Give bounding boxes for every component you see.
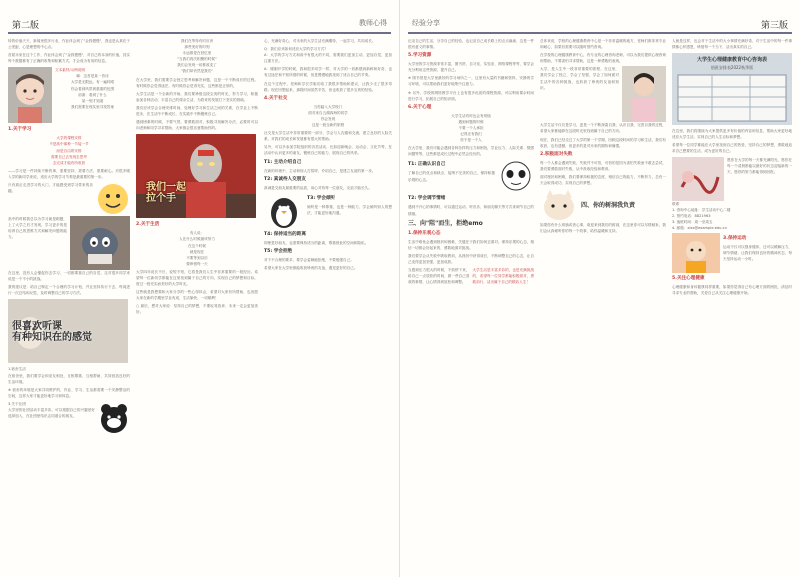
emoji-row <box>8 182 130 216</box>
article-paragraph: 记录自己的生活，分享自己的经验，也记录自己成长路上的点点滴滴，这是一件很有意义的事情。 <box>408 39 534 50</box>
article-paragraph: 在学校的心理健康教育中心，有专业的心理咨询老师，可以为我们提供心理咨询和帮助，不要害怕寻求帮助，这是一种勇敢的表现。 <box>540 53 666 64</box>
calligraphy-row <box>672 157 792 201</box>
part-heading: 三、向"阻"而生，拒绝emo <box>408 219 483 227</box>
left-column-2 <box>136 38 258 573</box>
article-paragraph: A：刚刚开学的时候，我和很多同学一样，对大学的一切都感到新鲜和好奇，也有过迷茫和不知所措的时候，但是慢慢地我找到了适合自己的节奏。 <box>264 67 392 78</box>
article-paragraph: 大学四年说长不长，说短不短，它将是我们人生中非常重要的一段经历。希望每一位新同学都能在这里找到属于自己的方向，实现自己的梦想和目标，度过一段充实而美好的大学时光。 <box>136 269 258 287</box>
article-paragraph: 希望每一位同学都能在大学里找到自己的热爱，坚持自己的梦想，勇敢地追求自己想要的生活，成为更好的自己。 <box>672 143 792 154</box>
highlight-text: 大学生活是丰富多彩的，也是充满挑战的，希望每一位同学都能积极面对，勇敢前行，活出属于自己的精彩人生！ <box>472 267 534 285</box>
left-header <box>8 4 391 34</box>
article-paragraph: 我们要学会从失败中吸取教训，从挫折中获得成长，不断调整自己的心态，让自己变得更加坚强，更加成熟。 <box>408 253 534 264</box>
left-runner: 教师心得 <box>359 19 387 27</box>
highlight-row <box>408 267 534 287</box>
contact-info: 联系： 1. 咨询中心地址：学生活动中心二楼 2. 预约电话：8821963 3. 值班时间：周一至周五 4. 邮箱：xlzx@example.edu.cn <box>672 201 731 230</box>
tip-text: 遇到不开心的事情时，可以通过运动、听音乐、和朋友聊天等方式来调节自己的情绪。 <box>408 205 534 216</box>
article-paragraph: 遇到困难的时候，不要气馁，要勇敢面对，积极寻找解决办法，必要时可以向老师和同学寻求帮助，大家都会很乐意帮助你的。 <box>136 120 258 131</box>
hero-photo-caption: 我们一起 拉个手 <box>146 182 186 205</box>
article-paragraph: 大学生活不仅仅是学习，更是一个不断探索自我、认识自我、完善自我的过程，希望大家都能够在这段时光里找到属于自己的方向。 <box>540 123 666 134</box>
counseling-center-illustration <box>672 53 792 125</box>
panda-emoji-sticker <box>498 159 534 193</box>
calligraphy-photo <box>672 157 724 201</box>
right-page-number: 第三版 <box>760 21 788 31</box>
right-column-3 <box>672 38 792 573</box>
article-paragraph: 转的价值天天，新闻里很多行业，作业体会到了"金钱慢慢"，我也是认真在于公差距，心是理想的中心点。 <box>8 39 130 50</box>
right-page <box>400 0 800 577</box>
cat-meme-sticker <box>540 188 578 222</box>
tip-title: T1: 正确认识自己 <box>408 162 446 168</box>
poem-text: 当你踏入大学校门 面对来自五湖四海的同学 你会发现 这是一段全新的旅程 <box>308 104 348 128</box>
article-paragraph: 我们应该学会合理安排时间，处理好学习和生活之间的关系，在学业上不断进步，在生活中不断成长，在实践中不断锻炼自己。 <box>136 105 258 117</box>
article-paragraph: 心，充满好奇心，对未来的大学生活充满期待，一起学习，共同成长。 <box>264 39 376 43</box>
tip-text: 真诚是交朋友最重要的品质，用心对待每一位朋友，友谊才能长久。 <box>264 185 372 190</box>
poem-text: 我们在等待有时应该 那些美好的时刻 永远都是在回忆里 "当我们再次相聚的时候" 我们会发现一切都改变了 "我们却仍然是我们" <box>177 39 217 74</box>
article-paragraph: 高中的时候我总以为学习就是刷题，上了大学之后才发现，学习更多的是培养自己的思维方式和解决问题的能力。 <box>8 217 67 240</box>
section-heading: 2.积极面对失败 <box>540 151 573 157</box>
article-paragraph: 大学，是人生中一段非常重要的旅程，在这里，我们学会了独立，学会了坚强，学会了如何面对生活中的各种挑战，也收获了珍贵的友谊和知识。 <box>540 67 619 90</box>
meme-caption: 很喜欢听课 有种知识在的感觉 <box>12 321 92 344</box>
tip-title: T5: 学会拒绝 <box>264 248 293 254</box>
section-heading: 6.关于心理 <box>408 104 432 110</box>
baby-photo-row <box>8 67 130 123</box>
tip-title: T4: 保持适当的距离 <box>264 231 306 237</box>
article-paragraph: 人就是这样，也会对于生活中的大小事情充满好奇，对于生活中的每一件事情都心怀感恩，珍惜每一个当下，活出真实的自己。 <box>672 39 792 50</box>
tip-text: 了解自己的优点和缺点，接纳不完美的自己，保持积极乐观的心态。 <box>408 171 495 182</box>
tip-title: T2: 真诚待人交朋友 <box>264 176 306 182</box>
article-paragraph: 每一个人都会遇到失败，失败并不可怕，可怕的是因为害怕失败而不敢去尝试，我们要勇敢面对失败，从中汲取经验和教训。 <box>540 160 666 171</box>
counseling-center-photo <box>672 53 792 125</box>
article-paragraph: 如果你有什么烦恼或者心事，欢迎来到我们的树洞，在这里你可以尽情倾诉，我们会认真倾听你的每一个故事，给你温暖和支持。 <box>540 223 666 234</box>
article-paragraph: 另外，可以多参加学院组织的各类活动，比如迎新晚会、运动会、文化节等，在活动中认识更多的朋友，锻炼自己的能力，展现自己的风采。 <box>264 145 392 156</box>
right-header <box>408 4 792 34</box>
article-paragraph: 现在，我们已经走过了大学的第一个学期，回顾这段时间的学习和生活，我们有收获，也有遗憾，但更多的是对未来的期待和憧憬。 <box>540 137 666 148</box>
hero-photo <box>136 134 256 218</box>
photo-subtitle: 值班安排表2022秋季版 <box>710 65 754 71</box>
photo-caption: 文本素材/示例说明 <box>55 68 85 73</box>
article-paragraph: 心理健康和身体健康同样重要，如果你觉得自己有心理方面的困扰，请及时寻求专业的帮助，关爱自己从关注心理健康开始。 <box>672 285 792 296</box>
section-heading: 2.关于生活 <box>136 222 160 228</box>
tip-text: 对于不合理的要求，要学会委婉地拒绝，不要勉强自己。 <box>264 257 354 262</box>
bear-row <box>8 401 130 437</box>
left-column-1 <box>8 38 130 573</box>
part-heading: 四、你的树洞我负责 <box>581 201 636 209</box>
cartoon-cat-image <box>70 216 130 270</box>
article-paragraph: 社交是大学生活中非常重要的一部分，学会与人沟通和交流，建立良好的人际关系，对我们的成长和发展都有很大的帮助。 <box>264 131 392 142</box>
article-paragraph: ○ 最后，想对大家说：坚持自己的梦想，不要轻易放弃，未来一定会更加美好。 <box>136 304 258 315</box>
tip-title: T2: 学会调节情绪 <box>408 196 446 202</box>
section-heading: 1.保持乐观心态 <box>408 230 441 236</box>
article-paragraph: 在这里，我们将继续为大家提供更多有价值的内容和信息，帮助大家更好地适应大学生活，实现自己的人生目标和梦想。 <box>672 129 792 140</box>
poem-text: 大学生活有时也会有烦恼 遇到问题的时候 不要一个人承担 记得还有我们 你不是一个人 <box>451 113 491 143</box>
poem-text: 有人说： 人在什么时候最该努力 在这个时候 就是现在 不要等到以后 要珍惜每一天 <box>179 231 215 266</box>
tip-text: 在新的环境中，主动和别人打招呼，介绍自己，是建立友谊的第一步。 <box>264 168 376 173</box>
article-paragraph: 我的建议是：给自己制定一个合理的学习计划，并且坚持执行下去，每周进行一次总结和反思，及时调整自己的学习方法。 <box>8 285 130 296</box>
section-heading: 1.关于学习 <box>8 127 32 133</box>
right-column-2 <box>540 38 666 573</box>
article-paragraph: 大学里的学习资源非常丰富，图书馆、自习室、实验室、网络课程等等，要学会充分利用这些资源，提升自己。 <box>408 62 534 73</box>
right-runner: 经验分享 <box>412 19 440 27</box>
article-paragraph: 面对挫折和困难，我们要保持积极的态度，相信自己的能力，不断努力，总有一天会取得成功，实现自己的梦想。 <box>540 174 666 186</box>
poem-text: 喻：这首是某一首诗 大学是无限远，有一遍转眼 你会看到风景被重重的包围 前面：看到了什么 某一刻才知道 我们需要在现实里寻找答案 <box>70 74 115 109</box>
article-paragraph: 运动不仅可以强身健体，还可以缓解压力，调节情绪，让我们保持良好的精神状态，每天坚持运动一小时。 <box>723 245 792 262</box>
tip-text: 倾听是一种尊重，也是一种能力，学会倾听别人的想法，才能更好地沟通。 <box>307 204 392 215</box>
section-heading: 3.保持运动 <box>723 236 747 242</box>
article-paragraph: 在这个过程中，老师和学长学姐们给了我很多帮助和建议，让我少走了很多弯路。现在回想起来，那段时间虽然辛苦，但也收获了很多宝贵的经验。 <box>264 81 392 92</box>
article-paragraph: 愿你在大学的每一天都充满阳光，愿你在每一个清晨都能以最好的状态迎接新的一天，愿你的努力都能得到回报。 <box>727 157 792 174</box>
article-paragraph: 大学生活是一个全新的开始，我们要珍惜这段宝贵的时光，努力学习，积极参加各种活动，丰富自己的课余生活，为将来的发展打下坚实的基础。 <box>136 91 258 102</box>
article-paragraph: ——学习是一件持续不断的事，需要坚持，需要方法，需要耐心。对很多刚入学的新同学来说，适应大学的学习节奏是最重要的第一步。 <box>8 168 130 179</box>
tip-text: 即使是好朋友，也需要保持适当的距离，尊重彼此的空间和隐私。 <box>264 240 369 245</box>
article-paragraph: Q：我们应该如何适应大学的学习方式？ A：大学的学习方式和高中有很大的不同，需要我们更加主动，更加自觉，更加注重方法。 <box>264 47 392 64</box>
tip-title: T3: 学会倾听 <box>307 195 336 201</box>
baby-photo <box>8 67 52 123</box>
article-paragraph: 首届未来在这个工作，作业体会到了"金钱慢慢"，对自己的本身的价值，其实每个数据都有了正确的收集和积累方式，才会成为有用的信息。 <box>8 53 130 64</box>
section-heading: 4.关于社交 <box>264 95 288 101</box>
counselor-row <box>540 66 666 122</box>
cartoon-row <box>8 216 130 270</box>
article-paragraph: 1.宿舍生活 在宿舍里，我们要学会和室友相处，互相尊重，互相帮助，共同营造良好的生活环境。 <box>8 367 130 384</box>
section-heading: 5.关注心理健康 <box>672 276 705 282</box>
bear-sticker <box>98 401 130 437</box>
article-paragraph: 在大学里，我们需要学会独立思考和解决问题，这是一个不断成长的过程。有时候你会觉得迷茫，有时候你会觉得充实，这些都是正常的。 <box>136 77 258 88</box>
hero-illustration <box>136 134 256 218</box>
article-paragraph: 这些就是我想要和大家分享的一些心得体会，希望对大家有所帮助，也祝愿大家在新的学期里学业有成，生活愉快，一切顺利！ <box>136 290 258 301</box>
child-photo <box>672 233 720 273</box>
photo-title: 大学生心理健康教育中心咨询表 <box>696 57 767 64</box>
penguin-sticker <box>264 193 304 229</box>
emoji-sticker <box>96 182 130 216</box>
article-paragraph: 希望大家在大学里都能收获珍贵的友谊，遇见更好的自己。 <box>264 265 358 270</box>
tip-title: T1: 主动介绍自己 <box>264 159 302 165</box>
article-paragraph: 在大学里，我们可能会遇到各种各样的压力和困扰，学业压力、人际关系、情感问题等等，这些都是成长过程中必然会经历的。 <box>408 146 534 157</box>
social-tips-list <box>264 159 392 263</box>
left-page-number: 第二版 <box>12 21 40 31</box>
highlight-text: 大学的课程安排 不是高中那种一节接一节 而是自由的安排 需要自己去发现去思考 去完成才能有所收获 <box>49 136 89 165</box>
article-paragraph: ※ 另外，学校的网络教学平台上也有很多优质的课程资源，可以利用课余时间进行学习，拓展自己的知识面。 <box>408 90 534 101</box>
emoji-tip-row <box>408 159 534 193</box>
article-paragraph: ※ 图书馆是大学里最好的学习场所之一，这里有大量的书籍和资料，安静的学习环境，可以帮助我们更好地集中注意力。 <box>408 76 534 87</box>
left-column-3 <box>264 38 392 573</box>
right-column-1 <box>408 38 534 573</box>
article-paragraph: 在这里，没有人会催促你去学习，一切都要靠自己的自觉，这对很多同学来说是一个不小的挑战。 <box>8 271 130 282</box>
article-paragraph: 只有真正走进学习的大门，才能感受到学习带来的乐趣。 <box>8 183 93 194</box>
section-heading: 5.学习资源 <box>408 53 432 59</box>
article-paragraph: 生活中难免会遇到挫折和困难，关键在于我们如何去面对。保持乐观的心态，相信一切都会好起来的，勇敢地面对挑战。 <box>408 239 534 250</box>
sticker-row <box>540 188 666 222</box>
article-paragraph: 当感到压力很大的时候，不妨停下来，给自己一点放松的时间，做一些自己喜欢的事情，让心情得到放松和调整。 <box>408 267 470 285</box>
article-paragraph: ※ 宿舍的环境是大家共同维护的，作业、学习、生活都需要一个安静整洁的空间，这样大家才能更好地学习和休息。 <box>8 387 130 398</box>
article-paragraph: 3.关于社团 大学里的社团活动丰富多彩，可以根据自己的兴趣爱好选择加入，在社团里结识志同道合的朋友。 <box>8 401 95 419</box>
article-paragraph: 总体来说，学校的心理健康教育中心是一个非常温暖的地方，老师们都非常专业和耐心，如果有需要可以随时预约咨询。 <box>540 39 666 50</box>
meme-image <box>8 299 128 363</box>
tip-with-image <box>264 193 392 229</box>
counselor-photo <box>622 66 666 122</box>
sport-row <box>672 233 792 273</box>
